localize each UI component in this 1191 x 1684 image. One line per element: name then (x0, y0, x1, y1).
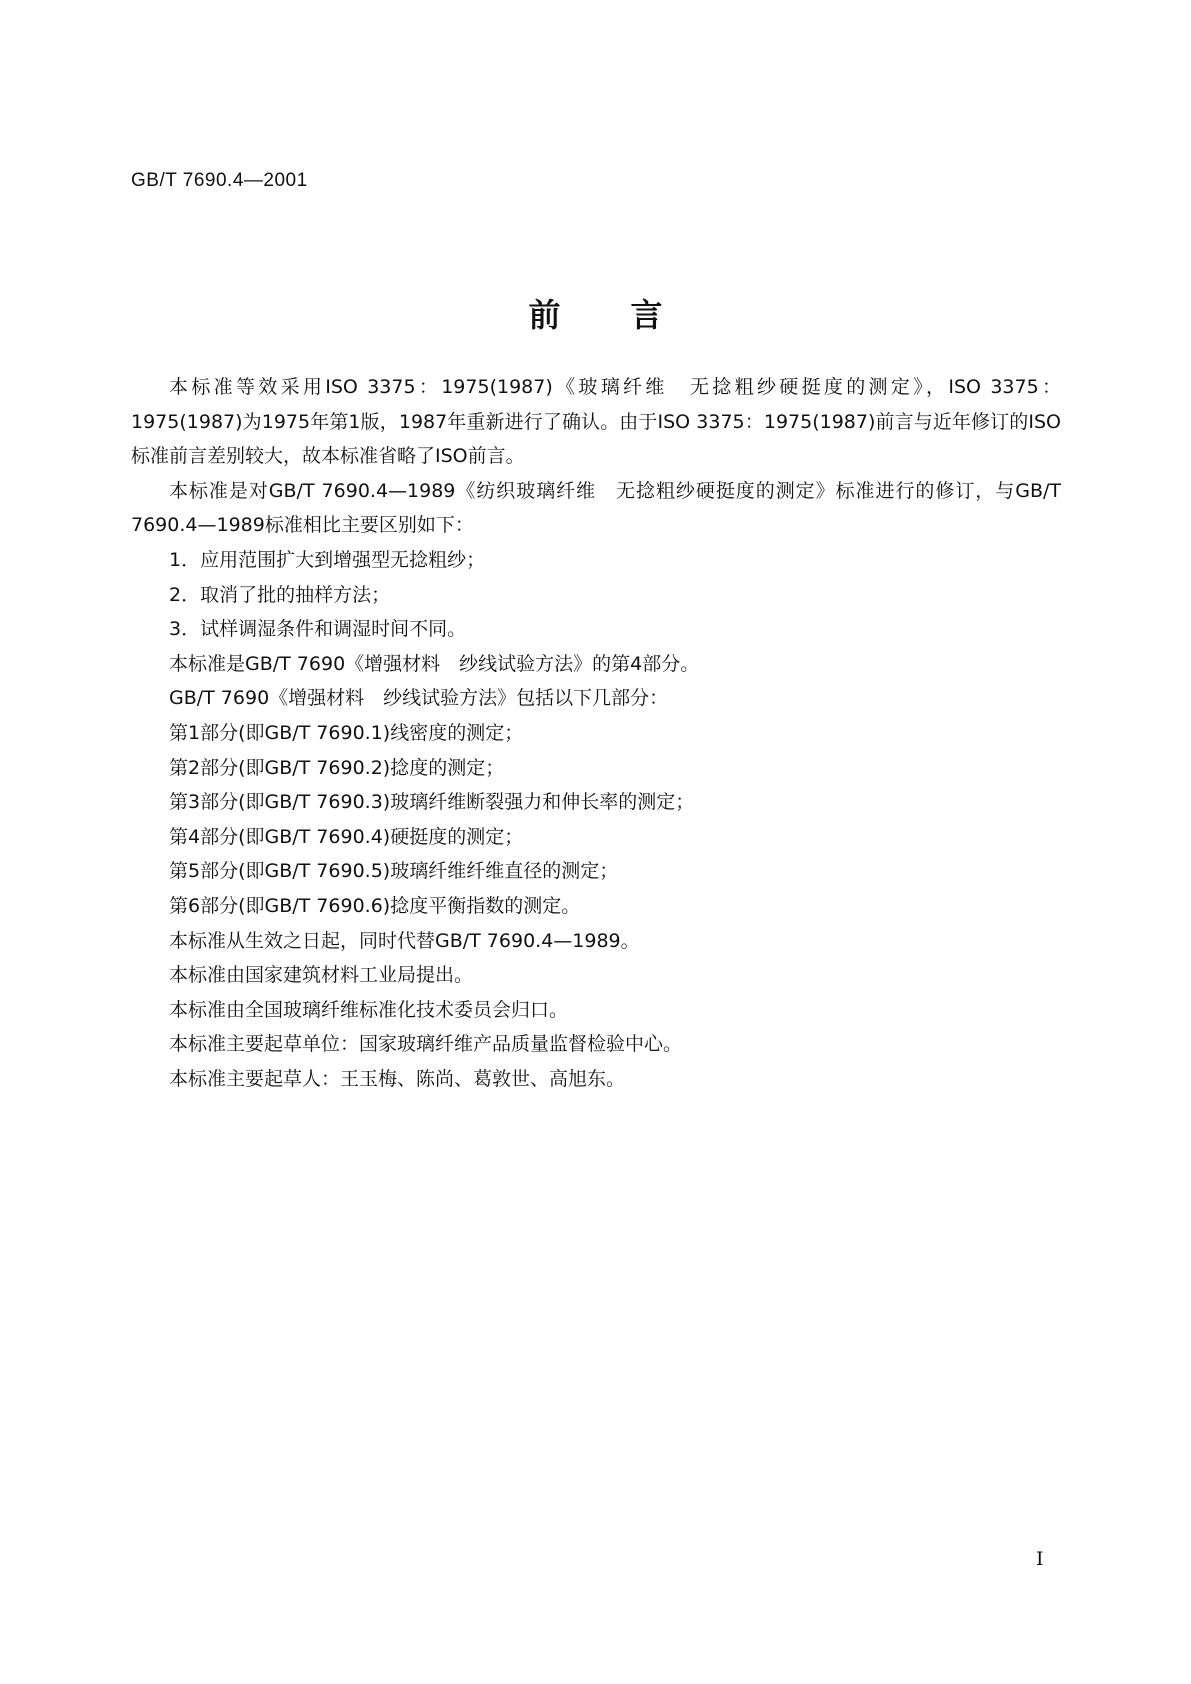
part-list-item: 第1部分(即GB/T 7690.1)线密度的测定； (169, 721, 524, 744)
page-title (0, 290, 1191, 336)
difference-item: 3．试样调湿条件和调湿时间不同。 (169, 618, 467, 641)
series-parts-intro: GB/T 7690《增强材料 纱线试验方法》包括以下几部分： (169, 687, 669, 710)
part-list-item: 第5部分(即GB/T 7690.5)玻璃纤维纤维直径的测定； (169, 860, 619, 883)
drafting-unit-statement: 本标准主要起草单位：国家玻璃纤维产品质量监督检验中心。 (169, 1033, 683, 1056)
page-number: I (1036, 1548, 1044, 1570)
series-statement: 本标准是GB/T 7690《增强材料 纱线试验方法》的第4部分。 (169, 652, 700, 675)
committee-statement: 本标准由全国玻璃纤维标准化技术委员会归口。 (169, 998, 569, 1021)
page-title-char-1: 前 (528, 296, 561, 334)
foreword-body (131, 370, 1061, 1096)
page-title-char-2: 言 (630, 296, 663, 334)
part-list-item: 第3部分(即GB/T 7690.3)玻璃纤维断裂强力和伸长率的测定； (169, 791, 695, 814)
difference-item: 1．应用范围扩大到增强型无捻粗纱； (169, 548, 486, 571)
proposer-statement: 本标准由国家建筑材料工业局提出。 (169, 964, 474, 987)
paragraph-revision: 本标准是对GB/T 7690.4—1989《纺织玻璃纤维 无捻粗纱硬挺度的测定》标准进行的修订，与GB/T 7690.4—1989标准相比主要区别如下： (131, 479, 1061, 537)
part-list-item: 第4部分(即GB/T 7690.4)硬挺度的测定； (169, 825, 524, 848)
paragraph-adoption: 本标准等效采用ISO 3375：1975(1987)《玻璃纤维 无捻粗纱硬挺度的测定》，ISO 3375：1975(1987)为1975年第1版，1987年重新进行了确认。由于ISO 3375：1975(1987)前言与近年修订的ISO标准前言差别较大，故本标准省略了ISO前言。 (131, 376, 1061, 468)
part-list-item: 第2部分(即GB/T 7690.2)捻度的测定； (169, 756, 505, 779)
standard-code-header: GB/T 7690.4—2001 (131, 170, 308, 191)
replacement-statement: 本标准从生效之日起，同时代替GB/T 7690.4—1989。 (169, 929, 640, 952)
difference-item: 2．取消了批的抽样方法； (169, 583, 391, 606)
drafters-statement: 本标准主要起草人：王玉梅、陈尚、葛敦世、高旭东。 (169, 1067, 626, 1090)
part-list-item: 第6部分(即GB/T 7690.6)捻度平衡指数的测定。 (169, 894, 581, 917)
